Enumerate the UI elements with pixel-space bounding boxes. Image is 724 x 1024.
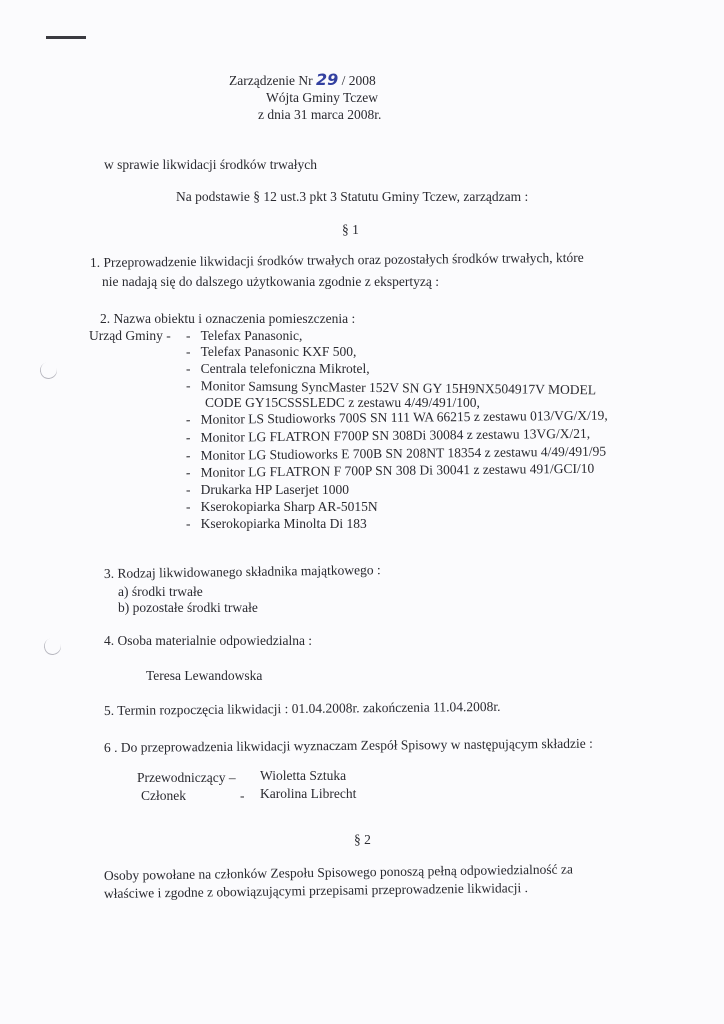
committee-role-member: Członek [141,788,186,803]
point4-heading: 4. Osoba materialnie odpowiedzialna : [104,633,313,648]
list-item: - Monitor LG Studioworks E 700B SN 208NT 18354 z zestawu 4/49/491/95 [185,443,607,463]
list-item: - Telefax Panasonic KXF 500, [186,344,357,359]
point3-option-a: a) środki trwałe [118,584,203,599]
header-line2: Wójta Gminy Tczew [266,90,379,105]
point1-line1: 1. Przeprowadzenie likwidacji środków trwałych oraz pozostałych środków trwałych, które [89,249,584,270]
list-item: - Monitor Samsung SyncMaster 152V SN GY 15H9NX504917V MODEL [185,378,597,398]
subject-line: w sprawie likwidacji środków trwałych [104,157,317,172]
list-item: - Kserokopiarka Sharp AR-5015N [186,499,378,514]
responsible-person: Teresa Lewandowska [146,668,263,683]
point1-line2: nie nadają się do dalszego użytkowania zgodnie z ekspertyzą : [102,274,439,289]
section2-line1: Osoby powołane na członków Zespołu Spisowego ponoszą pełną odpowiedzialność za [103,861,574,883]
point6-heading: 6 . Do przeprowadzenia likwidacji wyznaczam Zespół Spisowy w następującym składzie : [103,735,593,755]
header-line3: z dnia 31 marca 2008r. [258,107,382,122]
section1-heading: § 1 [342,222,359,237]
point3-heading: 3. Rodzaj likwidowanego składnika majątkowego : [103,562,381,581]
handwritten-number: 29 [315,70,339,89]
section2-heading: § 2 [354,832,371,847]
list-item: - Monitor LS Studioworks 700S SN 111 WA 66215 z zestawu 013/VG/X/19, [185,407,608,427]
committee-name-member: Karolina Librecht [260,786,357,801]
point5-dates: 5. Termin rozpoczęcia likwidacji : 01.04.2008r. zakończenia 11.04.2008r. [103,698,501,718]
point2-heading: 2. Nazwa obiektu i oznaczenia pomieszczenia : [100,311,356,326]
list-item: - Telefax Panasonic, [186,328,303,343]
committee-role-chair: Przewodniczący – [137,770,236,785]
legal-basis-line: Na podstawie § 12 ust.3 pkt 3 Statutu Gminy Tczew, zarządzam : [176,189,529,204]
header-year: / 2008 [341,73,376,88]
list-item: - Monitor LG FLATRON F 700P SN 308 Di 30041 z zestawu 491/GCI/10 [185,460,595,480]
committee-name-chair: Wioletta Sztuka [260,768,347,783]
list-item: - Centrala telefoniczna Mikrotel, [186,361,370,376]
header-title: Zarządzenie Nr [229,73,313,88]
punch-hole-mark [38,360,60,382]
list-item-continuation: CODE GY15CSSSLEDC z zestawu 4/49/491/100, [205,395,480,410]
header-line1 [229,72,376,89]
point3-option-b: b) pozostałe środki trwałe [118,600,258,615]
location-label: Urząd Gminy - [89,328,171,343]
section2-line2: właściwe i zgodne z obowiązującymi przepisami przeprowadzenie likwidacji . [103,880,529,901]
punch-hole-mark [42,636,64,658]
top-left-mark [46,36,86,39]
list-item: - Drukarka HP Laserjet 1000 [186,482,349,497]
list-item: - Kserokopiarka Minolta Di 183 [186,516,367,531]
list-item: - Monitor LG FLATRON F700P SN 308Di 30084 z zestawu 13VG/X/21, [185,425,591,445]
committee-dash: - [240,788,245,803]
